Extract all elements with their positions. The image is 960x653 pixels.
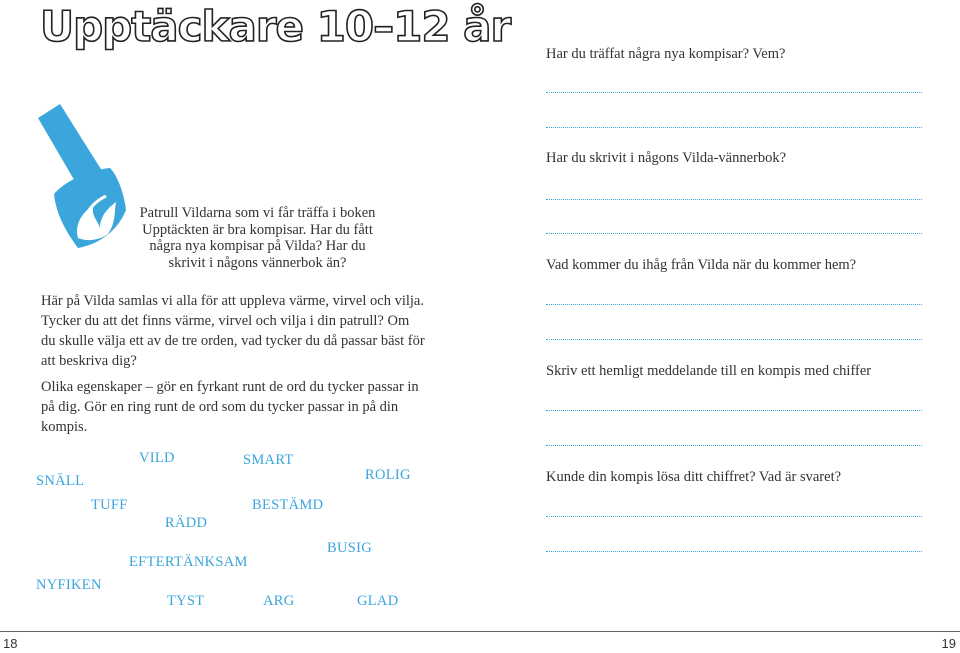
word-eftertanksam[interactable]: EFTERTÄNKSAM	[129, 554, 248, 570]
answer-line[interactable]	[546, 445, 922, 446]
question-new-friends: Har du träffat några nya kompisar? Vem?	[546, 46, 786, 62]
paragraph-instructions: Olika egenskaper – gör en fyrkant runt de ord du tycker passar in på dig. Gör en ring runt de ord som du tycker passar in på din kompis.	[41, 379, 419, 435]
word-snall[interactable]: SNÄLL	[36, 473, 85, 489]
page-number-right: 19	[941, 636, 956, 651]
answer-line[interactable]	[546, 233, 922, 234]
answer-line[interactable]	[546, 304, 922, 305]
question-remember: Vad kommer du ihåg från Vilda när du kommer hem?	[546, 257, 857, 273]
word-tyst[interactable]: TYST	[167, 593, 205, 609]
word-vild[interactable]: VILD	[139, 450, 175, 466]
answer-line[interactable]	[546, 551, 922, 552]
bottom-rule	[0, 631, 960, 632]
word-bestamd[interactable]: BESTÄMD	[252, 497, 324, 513]
paragraph-values: Här på Vilda samlas vi alla för att uppleva värme, virvel och vilja. Tycker du att det finns värme, virvel och vilja i din patrull? Om du skulle välja ett av de tre orden, vad tycker du då passar bäst för att beskriva dig?	[41, 293, 425, 369]
right-page	[480, 0, 960, 653]
answer-line[interactable]	[546, 410, 922, 411]
page-title: Upptäckare 10–12 år	[40, 2, 511, 51]
word-glad[interactable]: GLAD	[357, 593, 399, 609]
page-number-left: 18	[3, 636, 18, 651]
answer-line[interactable]	[546, 199, 922, 200]
word-arg[interactable]: ARG	[263, 593, 295, 609]
word-busig[interactable]: BUSIG	[327, 540, 373, 556]
word-nyfiken[interactable]: NYFIKEN	[36, 577, 102, 593]
word-radd[interactable]: RÄDD	[165, 515, 208, 531]
word-smart[interactable]: SMART	[243, 452, 294, 468]
intro-text: Patrull Vildarna som vi får träffa i boken Upptäckten är bra kompisar. Har du fått några nya kompisar på Vilda? Har du skrivit i någons vännerbok än?	[139, 205, 376, 271]
question-friend-book: Har du skrivit i någons Vilda-vännerbok?	[546, 150, 787, 166]
question-solve-cipher: Kunde din kompis lösa ditt chiffret? Vad är svaret?	[546, 469, 842, 485]
question-cipher: Skriv ett hemligt meddelande till en kompis med chiffer	[546, 363, 872, 379]
answer-line[interactable]	[546, 92, 922, 93]
word-rolig[interactable]: ROLIG	[365, 467, 411, 483]
answer-line[interactable]	[546, 127, 922, 128]
word-tuff[interactable]: TUFF	[91, 497, 128, 513]
patrol-torch-flame-icon	[28, 98, 138, 253]
answer-line[interactable]	[546, 339, 922, 340]
answer-line[interactable]	[546, 516, 922, 517]
